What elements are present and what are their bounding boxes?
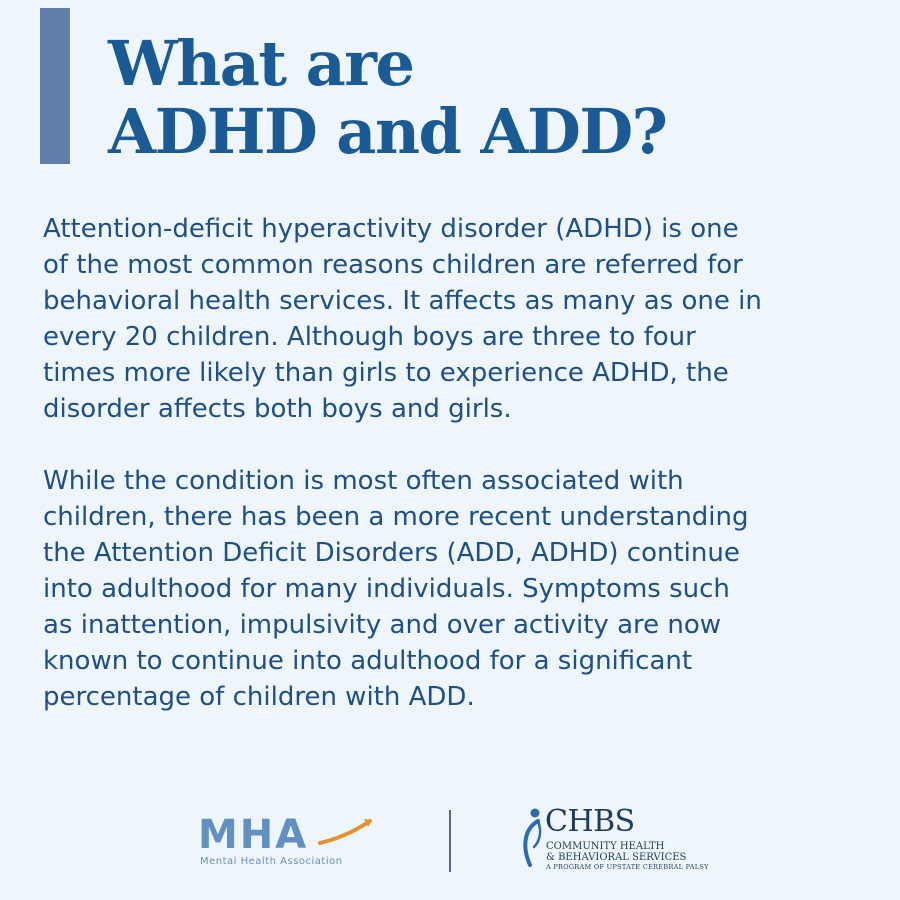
paragraph-1-line: behavioral health services. It affects as many as one in <box>43 286 762 316</box>
paragraph-2-line: into adulthood for many individuals. Symptoms such <box>43 574 730 604</box>
paragraph-2-line: known to continue into adulthood for a significant <box>43 646 693 676</box>
paragraph-2-line: as inattention, impulsivity and over activity are now <box>43 610 722 640</box>
page-title <box>108 27 667 168</box>
chbs-logo-line-1: COMMUNITY HEALTH <box>546 841 665 852</box>
footer-logos <box>0 805 900 875</box>
chbs-logo <box>520 804 709 875</box>
paragraph-2-line: children, there has been a more recent understanding <box>43 502 749 532</box>
mha-logo <box>198 812 373 871</box>
paragraph-1-line: of the most common reasons children are referred for <box>43 250 743 280</box>
mha-logo-subtitle: Mental Health Association <box>200 856 343 867</box>
paragraph-1-line: Attention-deficit hyperactivity disorder (ADHD) is one <box>43 214 739 244</box>
paragraph-1-line: every 20 children. Although boys are three to four <box>43 322 696 352</box>
logo-divider <box>449 810 451 872</box>
accent-bar <box>40 8 70 164</box>
paragraph-1 <box>43 211 873 427</box>
person-figure-icon <box>520 807 544 869</box>
paragraph-2-line: the Attention Deficit Disorders (ADD, ADHD) continue <box>43 538 740 568</box>
paragraph-1-line: times more likely than girls to experience ADHD, the <box>43 358 729 388</box>
title-line-1: What are <box>108 27 414 100</box>
chbs-logo-line-2: & BEHAVIORAL SERVICES <box>546 852 687 863</box>
paragraph-2-line: percentage of children with ADD. <box>43 682 475 712</box>
paragraph-2-line: While the condition is most often associated with <box>43 466 684 496</box>
chbs-logo-line-3: A PROGRAM OF UPSTATE CEREBRAL PALSY <box>546 863 709 871</box>
mha-logo-letters: MHA <box>198 812 309 858</box>
paragraph-2 <box>43 463 873 715</box>
paragraph-1-line: disorder affects both boys and girls. <box>43 394 512 424</box>
chbs-logo-name: CHBS <box>545 804 635 839</box>
body-text <box>43 211 873 715</box>
mha-swoosh-icon <box>318 817 373 847</box>
title-line-2: ADHD and ADD? <box>108 95 667 168</box>
